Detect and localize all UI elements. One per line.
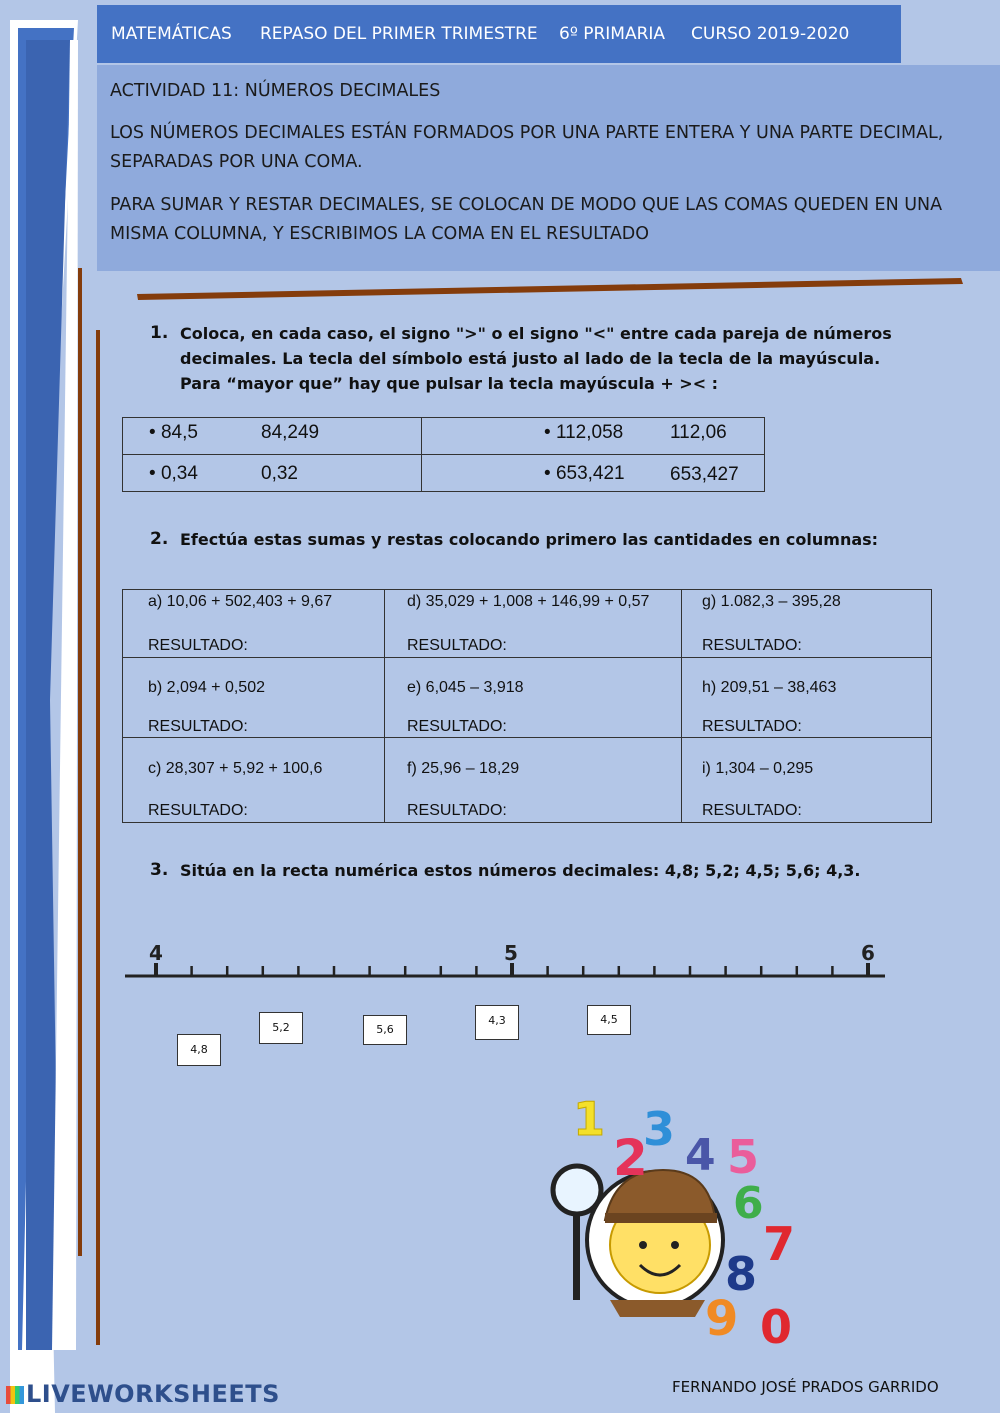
pair-2-a: • 112,058	[544, 422, 624, 443]
digit-5: 5	[727, 1130, 760, 1184]
result-label: RESULTADO:	[702, 637, 802, 654]
pair-1-b: 84,249	[261, 422, 320, 443]
intro-box	[97, 65, 1000, 271]
logo-text: LIVEWORKSHEETS	[26, 1380, 280, 1408]
draggable-tag-5-2[interactable]: 5,2	[259, 1012, 303, 1044]
op-e: e) 6,045 – 3,918	[407, 679, 524, 696]
pair-3-a: • 0,34	[149, 463, 198, 484]
op-b: b) 2,094 + 0,502	[148, 679, 265, 696]
q2-instructions: Efectúa estas sumas y restas colocando primero las cantidades en columnas:	[180, 530, 879, 549]
pair-2	[422, 418, 764, 454]
op-cell-f	[385, 738, 682, 823]
result-label: RESULTADO:	[407, 718, 507, 735]
op-cell-i	[682, 738, 932, 823]
op-cell-g	[682, 590, 932, 658]
q1-instructions: Coloca, en cada caso, el signo ">" o el signo "<" entre cada pareja de números decimales. La tecla del símbolo está justo al lado de la tecla de la mayúscula. Para “mayor que” hay que pulsar la tecla mayúscula + >< :	[180, 324, 892, 393]
header-subject: MATEMÁTICAS	[111, 24, 232, 44]
header-grade: 6º PRIMARIA	[559, 24, 666, 44]
digit-1: 1	[573, 1092, 606, 1146]
op-cell-c	[123, 738, 385, 823]
pair-4-b: 653,427	[670, 464, 739, 485]
draggable-tag-5-6[interactable]: 5,6	[363, 1015, 407, 1045]
q1-number: 1.	[150, 323, 169, 343]
eye-right	[671, 1241, 679, 1249]
detective-girl-illustration	[545, 1085, 815, 1355]
op-f: f) 25,96 – 18,29	[407, 760, 520, 777]
q2-number: 2.	[150, 529, 169, 549]
result-label: RESULTADO:	[148, 718, 248, 735]
draggable-tag-4-8[interactable]: 4,8	[177, 1034, 221, 1066]
draggable-tag-4-5[interactable]: 4,5	[587, 1005, 631, 1035]
axis-label-6: 6	[861, 941, 875, 965]
digit-4: 4	[685, 1130, 716, 1181]
number-line	[120, 935, 895, 985]
digit-6: 6	[733, 1178, 764, 1229]
intro-paragraph-1: LOS NÚMEROS DECIMALES ESTÁN FORMADOS POR UNA PARTE ENTERA Y UNA PARTE DECIMAL, SEPARADAS POR UNA COMA.	[110, 123, 944, 172]
pair-3	[123, 455, 421, 491]
axis-label-4: 4	[149, 941, 163, 965]
q3-number: 3.	[150, 860, 169, 880]
digit-3: 3	[643, 1102, 676, 1156]
liveworksheets-logo[interactable]	[6, 1380, 280, 1408]
op-c: c) 28,307 + 5,92 + 100,6	[148, 760, 323, 777]
digit-2: 2	[613, 1129, 648, 1187]
op-cell-d	[385, 590, 682, 658]
op-cell-e	[385, 658, 682, 738]
op-g: g) 1.082,3 – 395,28	[702, 593, 841, 610]
pair-4	[422, 455, 764, 491]
result-label: RESULTADO:	[407, 802, 507, 819]
divider-line	[135, 276, 965, 302]
op-i: i) 1,304 – 0,295	[702, 760, 814, 777]
header-course: CURSO 2019-2020	[691, 24, 850, 44]
logo-icon	[6, 1386, 24, 1404]
result-label: RESULTADO:	[702, 718, 802, 735]
pair-3-b: 0,32	[261, 463, 298, 484]
pair-4-a: • 653,421	[544, 463, 625, 484]
op-cell-a	[123, 590, 385, 658]
intro-paragraph-2: PARA SUMAR Y RESTAR DECIMALES, SE COLOCAN DE MODO QUE LAS COMAS QUEDEN EN UNA MISMA COLUMNA, Y ESCRIBIMOS LA COMA EN EL RESULTADO	[110, 195, 943, 244]
result-label: RESULTADO:	[702, 802, 802, 819]
op-h: h) 209,51 – 38,463	[702, 679, 837, 696]
author-name: FERNANDO JOSÉ PRADOS GARRIDO	[672, 1378, 939, 1396]
comparison-table	[122, 417, 765, 492]
pair-1	[123, 418, 421, 454]
op-cell-b	[123, 658, 385, 738]
operations-table	[122, 589, 932, 823]
eye-left	[639, 1241, 647, 1249]
digit-7: 7	[763, 1217, 796, 1271]
result-label: RESULTADO:	[407, 637, 507, 654]
pair-1-a: • 84,5	[149, 422, 198, 443]
result-label: RESULTADO:	[148, 637, 248, 654]
coat-collar	[610, 1300, 705, 1317]
activity-title: ACTIVIDAD 11: NÚMEROS DECIMALES	[110, 81, 441, 101]
header-unit: REPASO DEL PRIMER TRIMESTRE	[260, 24, 538, 44]
digit-8: 8	[725, 1247, 758, 1301]
digit-9: 9	[705, 1291, 739, 1347]
q3-instructions: Sitúa en la recta numérica estos números decimales: 4,8; 5,2; 4,5; 5,6; 4,3.	[180, 861, 861, 880]
result-label: RESULTADO:	[148, 802, 248, 819]
draggable-tag-4-3[interactable]: 4,3	[475, 1005, 519, 1040]
header-bar	[97, 5, 901, 63]
op-a: a) 10,06 + 502,403 + 9,67	[148, 593, 333, 610]
op-cell-h	[682, 658, 932, 738]
digit-0: 0	[760, 1300, 793, 1354]
axis-label-5: 5	[504, 941, 518, 965]
hat-band	[605, 1213, 717, 1223]
op-d: d) 35,029 + 1,008 + 146,99 + 0,57	[407, 593, 650, 610]
pair-2-b: 112,06	[670, 422, 727, 443]
